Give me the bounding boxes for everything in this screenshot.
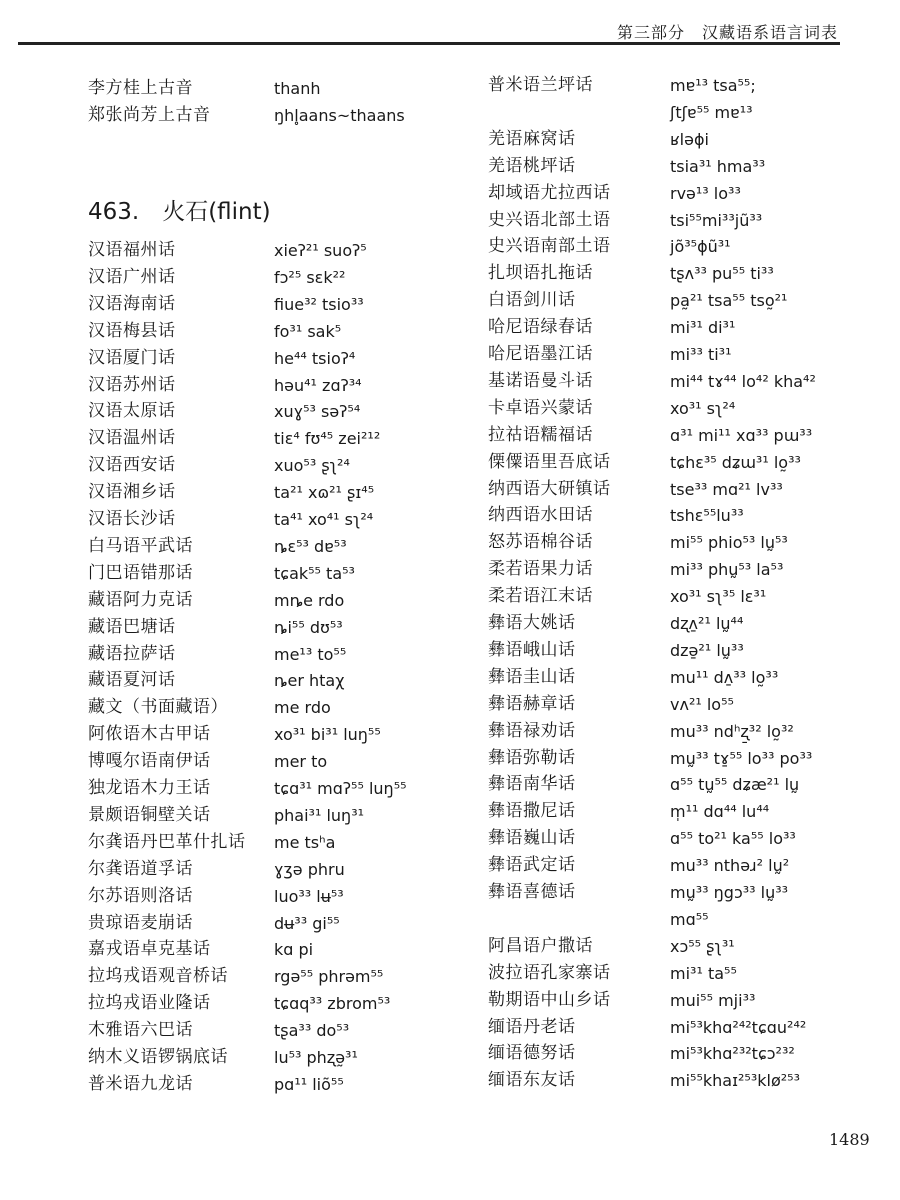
language-name: 汉语湘乡话 [88, 482, 176, 503]
word-form: mi⁵³khɑ²³²tɕɔ²³² [670, 1044, 795, 1064]
word-form: xuɣ⁵³ səʔ⁵⁴ [274, 402, 361, 422]
entry-row [88, 102, 468, 129]
entry-row [88, 587, 508, 614]
page-number: 1489 [829, 1130, 870, 1149]
word-form: pa̰²¹ tsa⁵⁵ tso̰²¹ [670, 291, 788, 311]
entry-row [88, 990, 508, 1017]
entry-row [488, 422, 900, 449]
language-name: 尔苏语则洛话 [88, 885, 193, 906]
entry-row [488, 1014, 900, 1041]
section-title: 463. 火石(flint) [88, 199, 271, 225]
language-name: 汉语长沙话 [88, 509, 176, 529]
language-name: 却域语尤拉西话 [488, 182, 611, 203]
entry-row [88, 963, 508, 990]
language-name: 柔若语果力话 [488, 559, 593, 580]
word-form: dʉ³³ gi⁵⁵ [274, 913, 340, 933]
entry-row [88, 1044, 508, 1071]
entry-row [488, 583, 900, 610]
word-form: tsia³¹ hma³³ [670, 156, 766, 176]
word-form: thanh [274, 79, 321, 98]
word-form: ȵer htaχ [274, 671, 345, 691]
word-form: phai³¹ luŋ³¹ [274, 805, 365, 825]
entry-row [488, 529, 900, 556]
word-form: tʂa³³ do⁵³ [274, 1021, 350, 1041]
entry-row [488, 233, 900, 260]
language-name: 彝语圭山话 [488, 666, 576, 687]
entry-row [488, 960, 900, 987]
word-form: ʃtʃɐ⁵⁵ mɐ¹³ [670, 102, 753, 122]
entry-row [88, 560, 508, 587]
word-form: xo³¹ sʅ³⁵ lɛ³¹ [670, 587, 767, 607]
word-form: ta⁴¹ xo⁴¹ sʅ²⁴ [274, 510, 374, 529]
word-form: kɑ pi [274, 940, 314, 960]
entry-row [88, 425, 508, 452]
language-name: 景颇语铜壁关话 [88, 804, 211, 825]
entry-row [488, 395, 900, 422]
word-form: ɑ³¹ mi¹¹ xɑ³³ pɯ³³ [670, 425, 813, 445]
language-name: 彝语禄劝话 [488, 720, 576, 741]
entry-row [88, 1017, 508, 1044]
word-form: ɣʒə phru [274, 859, 345, 879]
language-name: 汉语厦门话 [88, 347, 176, 368]
word-form: ʁləɸi [670, 129, 709, 149]
entry-row [488, 1040, 900, 1067]
word-form: tɕɑ³¹ mɑʔ⁵⁵ luŋ⁵⁵ [274, 779, 407, 798]
language-name: 卡卓语兴蒙话 [488, 397, 593, 418]
word-form: mɑ⁵⁵ [670, 909, 709, 929]
language-name: 嘉戎语卓克基话 [88, 939, 211, 960]
language-name: 纳木义语锣锅底话 [88, 1047, 228, 1067]
word-form: tse³³ mɑ²¹ lv³³ [670, 479, 783, 499]
word-form: ȵɛ⁵³ dɐ⁵³ [274, 536, 347, 556]
entry-row [88, 264, 508, 291]
entry-row [488, 368, 900, 395]
language-name: 怒苏语棉谷话 [488, 532, 593, 553]
language-name: 彝语武定话 [488, 855, 576, 876]
language-name: 哈尼语绿春话 [488, 317, 593, 338]
entry-row [88, 641, 508, 668]
entry-row [488, 207, 900, 234]
language-name: 汉语海南话 [88, 293, 176, 314]
word-form: mṵ³³ ŋgɔ³³ lṵ³³ [670, 883, 789, 902]
entry-row [88, 452, 508, 479]
word-form: dʐʌ̱²¹ lṵ⁴⁴ [670, 614, 744, 633]
entry-row [88, 614, 508, 641]
entry-row [488, 987, 900, 1014]
entry-row [88, 829, 508, 856]
entry-row [488, 879, 900, 906]
entry-row [488, 664, 900, 691]
word-form: mi³¹ di³¹ [670, 318, 736, 338]
word-form: tʂʌ³³ pu⁵⁵ ti³³ [670, 264, 774, 284]
language-name: 羌语桃坪话 [488, 155, 576, 176]
language-name: 史兴语北部土语 [488, 209, 611, 230]
entry-row [488, 287, 900, 314]
language-name: 纳西语大研镇话 [488, 478, 611, 499]
language-name: 白语剑川话 [488, 290, 576, 311]
word-form: mu¹¹ dʌ̱³³ lo̰³³ [670, 667, 779, 687]
entry-row [488, 341, 900, 368]
word-form: mi⁵⁵khaɪ²⁵³klø²⁵³ [670, 1071, 800, 1091]
language-name: 彝语撒尼话 [488, 801, 576, 822]
language-name: 李方桂上古音 [88, 78, 193, 98]
word-form: mɐ¹³ tsa⁵⁵; [670, 76, 756, 95]
entry-row [88, 694, 508, 721]
language-name: 彝语巍山话 [488, 828, 576, 849]
language-name: 缅语丹老话 [488, 1016, 576, 1037]
entry-row [488, 691, 900, 718]
language-name: 柔若语江末话 [488, 586, 593, 607]
language-name: 彝语大姚话 [488, 613, 576, 633]
language-name: 基诺语曼斗话 [488, 370, 593, 391]
language-name: 藏语巴塘话 [88, 616, 176, 637]
language-name: 汉语太原话 [88, 401, 176, 422]
word-form: xo³¹ bi³¹ luŋ⁵⁵ [274, 725, 381, 745]
word-form: mu³³ nthəɹ² lṵ² [670, 856, 790, 876]
word-form: mi⁴⁴ tɤ⁴⁴ lo⁴² kha⁴² [670, 371, 816, 391]
entry-row [488, 556, 900, 583]
entry-row [488, 798, 900, 825]
entry-row [88, 75, 468, 102]
word-form: tɕhɛ³⁵ dʑɯ³¹ lo̰³³ [670, 452, 801, 472]
word-form: ɑ⁵⁵ tṵ⁵⁵ dʑæ²¹ lṵ [670, 775, 800, 795]
entry-row [488, 825, 900, 852]
entry-row [88, 856, 508, 883]
language-name: 彝语弥勒话 [488, 747, 576, 768]
entry-row [88, 1071, 508, 1098]
word-form: tsi⁵⁵mi³³jũ³³ [670, 210, 763, 230]
language-name: 傈僳语里吾底话 [488, 451, 611, 472]
language-name: 汉语西安话 [88, 455, 176, 476]
entry-row [88, 748, 508, 775]
entry-row [88, 910, 508, 937]
header-rule [18, 42, 840, 45]
language-name: 尔龚语丹巴革什扎话 [88, 831, 246, 852]
word-form: luo³³ lʉ⁵³ [274, 886, 344, 906]
word-form: mi³³ ti³¹ [670, 345, 732, 364]
entry-row [488, 502, 900, 529]
word-form: fɔ²⁵ sɛk²² [274, 267, 346, 287]
word-form: me¹³ to⁵⁵ [274, 644, 347, 664]
word-form: mȵe rdo [274, 590, 345, 610]
entry-row [88, 372, 508, 399]
language-name: 扎坝语扎拖话 [488, 263, 593, 284]
word-form: ɑ⁵⁵ to²¹ ka⁵⁵ lo³³ [670, 829, 796, 849]
word-form: rgə⁵⁵ phrəm⁵⁵ [274, 967, 384, 987]
language-name: 门巴语错那话 [88, 562, 193, 583]
word-form: rvə¹³ lo³³ [670, 183, 741, 203]
word-form: fo³¹ sak⁵ [274, 321, 342, 341]
language-name: 彝语喜德话 [488, 882, 576, 902]
language-name: 普米语九龙话 [88, 1073, 193, 1094]
entry-row [488, 637, 900, 664]
language-name: 独龙语木力王话 [88, 778, 211, 798]
word-form: ŋhl̥aans~thaans [274, 106, 405, 125]
entry-row [488, 153, 900, 180]
word-form: mṵ³³ tɤ̱⁵⁵ lo³³ po³³ [670, 748, 813, 768]
running-header: 第三部分 汉藏语系语言词表 [616, 23, 838, 42]
word-form: mi³³ phṵ⁵³ la⁵³ [670, 560, 784, 580]
entry-row [88, 506, 508, 533]
word-form: tɕɑq³³ zbrom⁵³ [274, 994, 391, 1014]
language-name: 纳西语水田话 [488, 505, 593, 526]
language-name: 藏语拉萨话 [88, 643, 176, 664]
language-name: 史兴语南部土语 [488, 236, 611, 257]
entry-row [488, 1067, 900, 1094]
language-name: 贵琼语麦崩话 [88, 912, 193, 933]
entry-row [88, 721, 508, 748]
entry-row-continuation [488, 99, 900, 126]
entry-row [488, 933, 900, 960]
entry-row [488, 718, 900, 745]
entry-row [488, 72, 900, 99]
entry-row [88, 318, 508, 345]
word-form: xuo⁵³ ʂʅ²⁴ [274, 456, 350, 476]
entry-row [488, 771, 900, 798]
entry-row-continuation [488, 906, 900, 933]
entry-row [88, 936, 508, 963]
word-form: xɔ⁵⁵ ʂʅ³¹ [670, 936, 735, 956]
word-form: mui⁵⁵ mji³³ [670, 990, 756, 1010]
entry-row [88, 775, 508, 802]
language-name: 勒期语中山乡话 [488, 989, 611, 1010]
word-form: xo³¹ sʅ²⁴ [670, 398, 736, 418]
language-name: 藏文（书面藏语） [88, 697, 228, 718]
language-name: 彝语峨山话 [488, 639, 576, 660]
entry-row [88, 533, 508, 560]
word-form: he⁴⁴ tsioʔ⁴ [274, 348, 356, 368]
language-name: 缅语德努话 [488, 1043, 576, 1064]
language-name: 白马语平武话 [88, 535, 193, 556]
language-name: 汉语福州话 [88, 240, 176, 260]
language-name: 汉语梅县话 [88, 320, 176, 341]
entry-row [88, 479, 508, 506]
entry-row [488, 314, 900, 341]
language-name: 拉坞戎语业隆话 [88, 993, 211, 1014]
language-name: 阿昌语户撒话 [488, 935, 593, 956]
entry-row [488, 745, 900, 772]
entry-row [488, 126, 900, 153]
entry-row [88, 667, 508, 694]
word-form: ȵi⁵⁵ dʊ⁵³ [274, 617, 343, 637]
language-name: 郑张尚芳上古音 [88, 105, 211, 125]
entry-row [488, 852, 900, 879]
language-name: 汉语广州话 [88, 266, 176, 287]
entry-row [88, 883, 508, 910]
word-form: fiue³² tsio³³ [274, 294, 364, 314]
word-form: mi⁵³khɑ²⁴²tɕɑu²⁴² [670, 1017, 807, 1037]
language-name: 彝语赫章话 [488, 693, 576, 714]
entry-row [88, 291, 508, 318]
language-name: 汉语温州话 [88, 428, 176, 449]
word-form: jõ³⁵ɸũ³¹ [670, 237, 731, 257]
word-form: me rdo [274, 698, 331, 718]
language-name: 彝语南华话 [488, 774, 576, 795]
entry-row [88, 345, 508, 372]
word-form: me tsʰa [274, 832, 336, 852]
language-name: 汉语苏州话 [88, 374, 176, 395]
word-form: tiɛ⁴ fʊ⁴⁵ zei²¹² [274, 429, 381, 449]
entry-row [488, 449, 900, 476]
word-form: dzə̱²¹ lṵ³³ [670, 640, 744, 660]
word-form: mi³¹ ta⁵⁵ [670, 963, 737, 983]
word-form: həu⁴¹ zɑʔ³⁴ [274, 375, 362, 395]
language-name: 羌语麻窝话 [488, 128, 576, 149]
word-form: xieʔ²¹ suoʔ⁵ [274, 241, 367, 260]
word-form: vʌ²¹ lo⁵⁵ [670, 694, 734, 714]
language-name: 普米语兰坪话 [488, 75, 593, 95]
language-name: 木雅语六巴话 [88, 1020, 193, 1041]
entry-row [488, 260, 900, 287]
word-form: ta²¹ xɷ²¹ ʂɪ⁴⁵ [274, 483, 375, 503]
language-name: 哈尼语墨江话 [488, 344, 593, 364]
word-form: tshɛ⁵⁵lu³³ [670, 506, 744, 526]
language-name: 博嘎尔语南伊话 [88, 751, 211, 772]
entry-row [488, 610, 900, 637]
language-name: 缅语东友话 [488, 1070, 576, 1091]
language-name: 藏语阿力克话 [88, 589, 193, 610]
language-name: 拉祜语糯福话 [488, 424, 593, 445]
entry-row [88, 237, 508, 264]
entry-row [488, 476, 900, 503]
word-form: lu⁵³ phʐə̰³¹ [274, 1048, 358, 1067]
word-form: mu³³ ndʰʐ̱³² lo̰³² [670, 721, 794, 741]
language-name: 藏语夏河话 [88, 670, 176, 691]
language-name: 尔龚语道孚话 [88, 858, 193, 879]
language-name: 波拉语孔家寨话 [488, 962, 611, 983]
word-form: m̩¹¹ dɑ⁴⁴ lu⁴⁴ [670, 802, 770, 822]
entry-row [488, 180, 900, 207]
word-form: pɑ¹¹ liõ⁵⁵ [274, 1074, 344, 1094]
entry-row [88, 802, 508, 829]
word-form: mi⁵⁵ phio⁵³ lṵ⁵³ [670, 533, 788, 553]
word-form: mer to [274, 752, 328, 772]
word-form: tɕak⁵⁵ ta⁵³ [274, 563, 355, 583]
entry-row [88, 398, 508, 425]
language-name: 拉坞戎语观音桥话 [88, 966, 228, 987]
language-name: 阿侬语木古甲话 [88, 724, 211, 745]
